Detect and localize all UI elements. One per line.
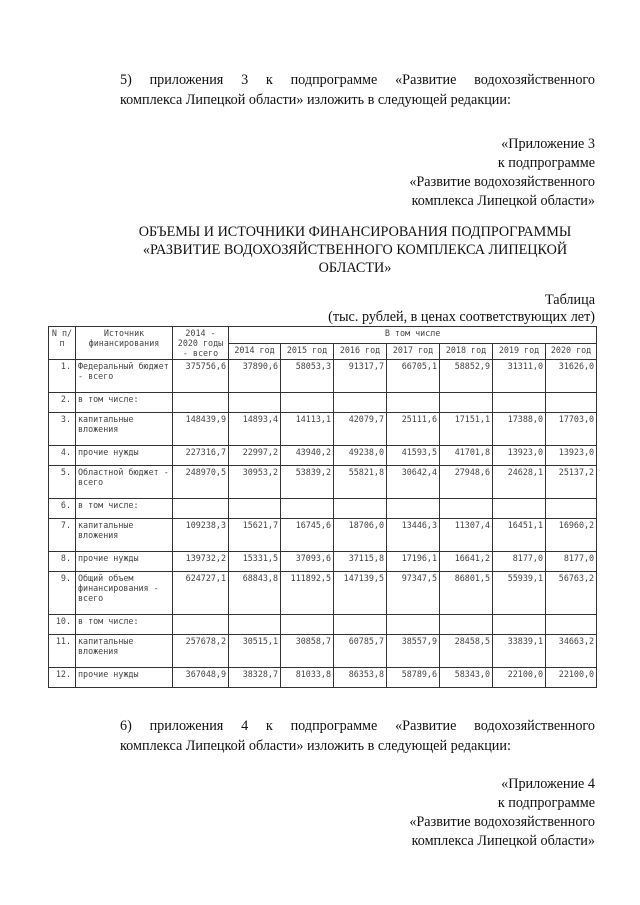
- row-value: 28458,5: [440, 635, 493, 668]
- table-row: [49, 499, 597, 519]
- row-value: 86801,5: [440, 572, 493, 615]
- row-value: 27948,6: [440, 466, 493, 499]
- row-number: 7.: [49, 519, 76, 552]
- table-units: (тыс. рублей, в ценах соответствующих лет): [328, 309, 595, 325]
- row-source: в том числе:: [76, 499, 173, 519]
- row-value: 41701,8: [440, 446, 493, 466]
- row-value: 33839,1: [493, 635, 546, 668]
- row-value: 15331,5: [229, 552, 281, 572]
- row-value: [546, 393, 597, 413]
- paragraph-5-line-1: 5) приложения 3 к подпрограмме «Развитие водохозяйственного: [120, 72, 595, 88]
- table-row: [49, 635, 597, 668]
- document-title: [60, 223, 640, 277]
- row-value: [440, 499, 493, 519]
- title-line-2: «РАЗВИТИЕ ВОДОХОЗЯЙСТВЕННОГО КОМПЛЕКСА ЛИПЕЦКОЙ: [142, 242, 568, 258]
- row-value: 30642,4: [387, 466, 440, 499]
- header-year: 2016 год: [334, 343, 387, 360]
- row-total: 148439,9: [173, 413, 229, 446]
- row-source: Областной бюджет - всего: [76, 466, 173, 499]
- row-number: 6.: [49, 499, 76, 519]
- row-value: 11307,4: [440, 519, 493, 552]
- row-value: 8177,0: [493, 552, 546, 572]
- row-value: 38557,9: [387, 635, 440, 668]
- row-value: 91317,7: [334, 360, 387, 393]
- title-line-3: ОБЛАСТИ»: [318, 260, 392, 276]
- row-source: в том числе:: [76, 615, 173, 635]
- row-source: капитальные вложения: [76, 413, 173, 446]
- row-number: 8.: [49, 552, 76, 572]
- appendix-3-line-1: «Приложение 3: [501, 136, 595, 152]
- row-source: прочие нужды: [76, 668, 173, 688]
- row-source: в том числе:: [76, 393, 173, 413]
- row-value: [440, 615, 493, 635]
- row-value: 16641,2: [440, 552, 493, 572]
- row-value: 53839,2: [281, 466, 334, 499]
- row-value: 16745,6: [281, 519, 334, 552]
- row-value: 55821,8: [334, 466, 387, 499]
- row-number: 1.: [49, 360, 76, 393]
- row-source: капитальные вложения: [76, 635, 173, 668]
- row-number: 10.: [49, 615, 76, 635]
- row-value: [493, 393, 546, 413]
- row-value: 55939,1: [493, 572, 546, 615]
- table-row: [49, 668, 597, 688]
- row-source: Общий объем финансирования - всего: [76, 572, 173, 615]
- paragraph-6-line-1: 6) приложения 4 к подпрограмме «Развитие водохозяйственного: [120, 718, 595, 734]
- row-value: 17388,0: [493, 413, 546, 446]
- paragraph-6-line-2: комплекса Липецкой области» изложить в следующей редакции:: [120, 738, 511, 754]
- row-value: 49238,0: [334, 446, 387, 466]
- row-value: [281, 615, 334, 635]
- row-value: 66705,1: [387, 360, 440, 393]
- row-value: [334, 615, 387, 635]
- appendix-4-line-3: «Развитие водохозяйственного: [409, 814, 595, 830]
- row-value: 31626,0: [546, 360, 597, 393]
- header-year: 2015 год: [281, 343, 334, 360]
- row-value: [387, 499, 440, 519]
- row-value: 16960,2: [546, 519, 597, 552]
- row-value: 17196,1: [387, 552, 440, 572]
- header-year: 2017 год: [387, 343, 440, 360]
- row-value: 86353,8: [334, 668, 387, 688]
- row-value: 147139,5: [334, 572, 387, 615]
- table-caption: [328, 292, 595, 326]
- row-value: 22100,0: [493, 668, 546, 688]
- title-line-1: ОБЪЕМЫ И ИСТОЧНИКИ ФИНАНСИРОВАНИЯ ПОДПРОГРАММЫ: [138, 224, 572, 240]
- row-value: 43940,2: [281, 446, 334, 466]
- row-number: 4.: [49, 446, 76, 466]
- table-row: [49, 360, 597, 393]
- appendix-4-line-4: комплекса Липецкой области»: [411, 833, 595, 849]
- header-year: 2020 год: [546, 343, 597, 360]
- row-value: 16451,1: [493, 519, 546, 552]
- row-value: 37115,8: [334, 552, 387, 572]
- row-value: 37093,6: [281, 552, 334, 572]
- row-value: [546, 615, 597, 635]
- appendix-4-line-1: «Приложение 4: [501, 776, 595, 792]
- row-value: [387, 393, 440, 413]
- row-value: [281, 499, 334, 519]
- appendix-4-line-2: к подпрограмме: [497, 795, 595, 811]
- table-row: [49, 552, 597, 572]
- row-total: 624727,1: [173, 572, 229, 615]
- header-year: 2018 год: [440, 343, 493, 360]
- row-value: 25137,2: [546, 466, 597, 499]
- appendix-3-heading: [409, 135, 595, 211]
- row-value: 34663,2: [546, 635, 597, 668]
- row-total: 367048,9: [173, 668, 229, 688]
- row-value: 58789,6: [387, 668, 440, 688]
- table-row: [49, 615, 597, 635]
- table-row: [49, 413, 597, 446]
- row-source: Федеральный бюджет - всего: [76, 360, 173, 393]
- row-value: 42079,7: [334, 413, 387, 446]
- row-value: 111892,5: [281, 572, 334, 615]
- row-number: 3.: [49, 413, 76, 446]
- row-value: 37890,6: [229, 360, 281, 393]
- row-number: 11.: [49, 635, 76, 668]
- row-value: 38328,7: [229, 668, 281, 688]
- row-number: 2.: [49, 393, 76, 413]
- table-label: Таблица: [544, 292, 595, 308]
- row-value: 25111,6: [387, 413, 440, 446]
- row-value: 68843,8: [229, 572, 281, 615]
- header-source: Источник финансирования: [76, 327, 173, 360]
- paragraph-6: [120, 716, 595, 756]
- header-total: 2014 - 2020 годы - всего: [173, 327, 229, 360]
- row-value: [229, 393, 281, 413]
- financing-table: [48, 326, 597, 688]
- header-including: В том числе: [229, 327, 597, 344]
- header-num: N п/п: [49, 327, 76, 360]
- row-value: 8177,0: [546, 552, 597, 572]
- row-value: 30515,1: [229, 635, 281, 668]
- paragraph-5: [120, 70, 595, 110]
- row-value: 58053,3: [281, 360, 334, 393]
- row-value: [334, 393, 387, 413]
- row-number: 5.: [49, 466, 76, 499]
- row-value: 30953,2: [229, 466, 281, 499]
- row-value: [229, 499, 281, 519]
- row-total: 109238,3: [173, 519, 229, 552]
- row-value: 58343,0: [440, 668, 493, 688]
- row-total: [173, 499, 229, 519]
- row-value: 18706,0: [334, 519, 387, 552]
- table-row: [49, 466, 597, 499]
- appendix-4-heading: [409, 775, 595, 851]
- row-source: капитальные вложения: [76, 519, 173, 552]
- row-total: [173, 615, 229, 635]
- row-value: [334, 499, 387, 519]
- row-value: 60785,7: [334, 635, 387, 668]
- row-value: 13923,0: [546, 446, 597, 466]
- row-number: 9.: [49, 572, 76, 615]
- row-value: 22100,0: [546, 668, 597, 688]
- row-value: 14893,4: [229, 413, 281, 446]
- row-total: 257678,2: [173, 635, 229, 668]
- appendix-3-line-4: комплекса Липецкой области»: [411, 193, 595, 209]
- row-value: 15621,7: [229, 519, 281, 552]
- row-value: 24628,1: [493, 466, 546, 499]
- row-value: 81033,8: [281, 668, 334, 688]
- row-total: 227316,7: [173, 446, 229, 466]
- row-source: прочие нужды: [76, 552, 173, 572]
- table-row: [49, 393, 597, 413]
- row-value: [281, 393, 334, 413]
- table-row: [49, 446, 597, 466]
- row-value: [440, 393, 493, 413]
- header-year: 2014 год: [229, 343, 281, 360]
- row-total: 248970,5: [173, 466, 229, 499]
- row-total: 375756,6: [173, 360, 229, 393]
- row-value: 13446,3: [387, 519, 440, 552]
- row-total: 139732,2: [173, 552, 229, 572]
- row-value: 97347,5: [387, 572, 440, 615]
- row-value: 30858,7: [281, 635, 334, 668]
- header-year: 2019 год: [493, 343, 546, 360]
- row-value: [387, 615, 440, 635]
- paragraph-5-line-2: комплекса Липецкой области» изложить в следующей редакции:: [120, 92, 511, 108]
- row-value: [229, 615, 281, 635]
- row-value: 14113,1: [281, 413, 334, 446]
- row-source: прочие нужды: [76, 446, 173, 466]
- row-number: 12.: [49, 668, 76, 688]
- row-value: 41593,5: [387, 446, 440, 466]
- appendix-3-line-2: к подпрограмме: [497, 155, 595, 171]
- appendix-3-line-3: «Развитие водохозяйственного: [409, 174, 595, 190]
- row-value: 13923,0: [493, 446, 546, 466]
- row-value: [493, 499, 546, 519]
- row-value: 56763,2: [546, 572, 597, 615]
- row-value: 58852,9: [440, 360, 493, 393]
- row-value: 17703,0: [546, 413, 597, 446]
- row-value: [493, 615, 546, 635]
- row-value: 17151,1: [440, 413, 493, 446]
- table-row: [49, 572, 597, 615]
- row-value: [546, 499, 597, 519]
- row-value: 22997,2: [229, 446, 281, 466]
- table-row: [49, 519, 597, 552]
- row-total: [173, 393, 229, 413]
- row-value: 31311,0: [493, 360, 546, 393]
